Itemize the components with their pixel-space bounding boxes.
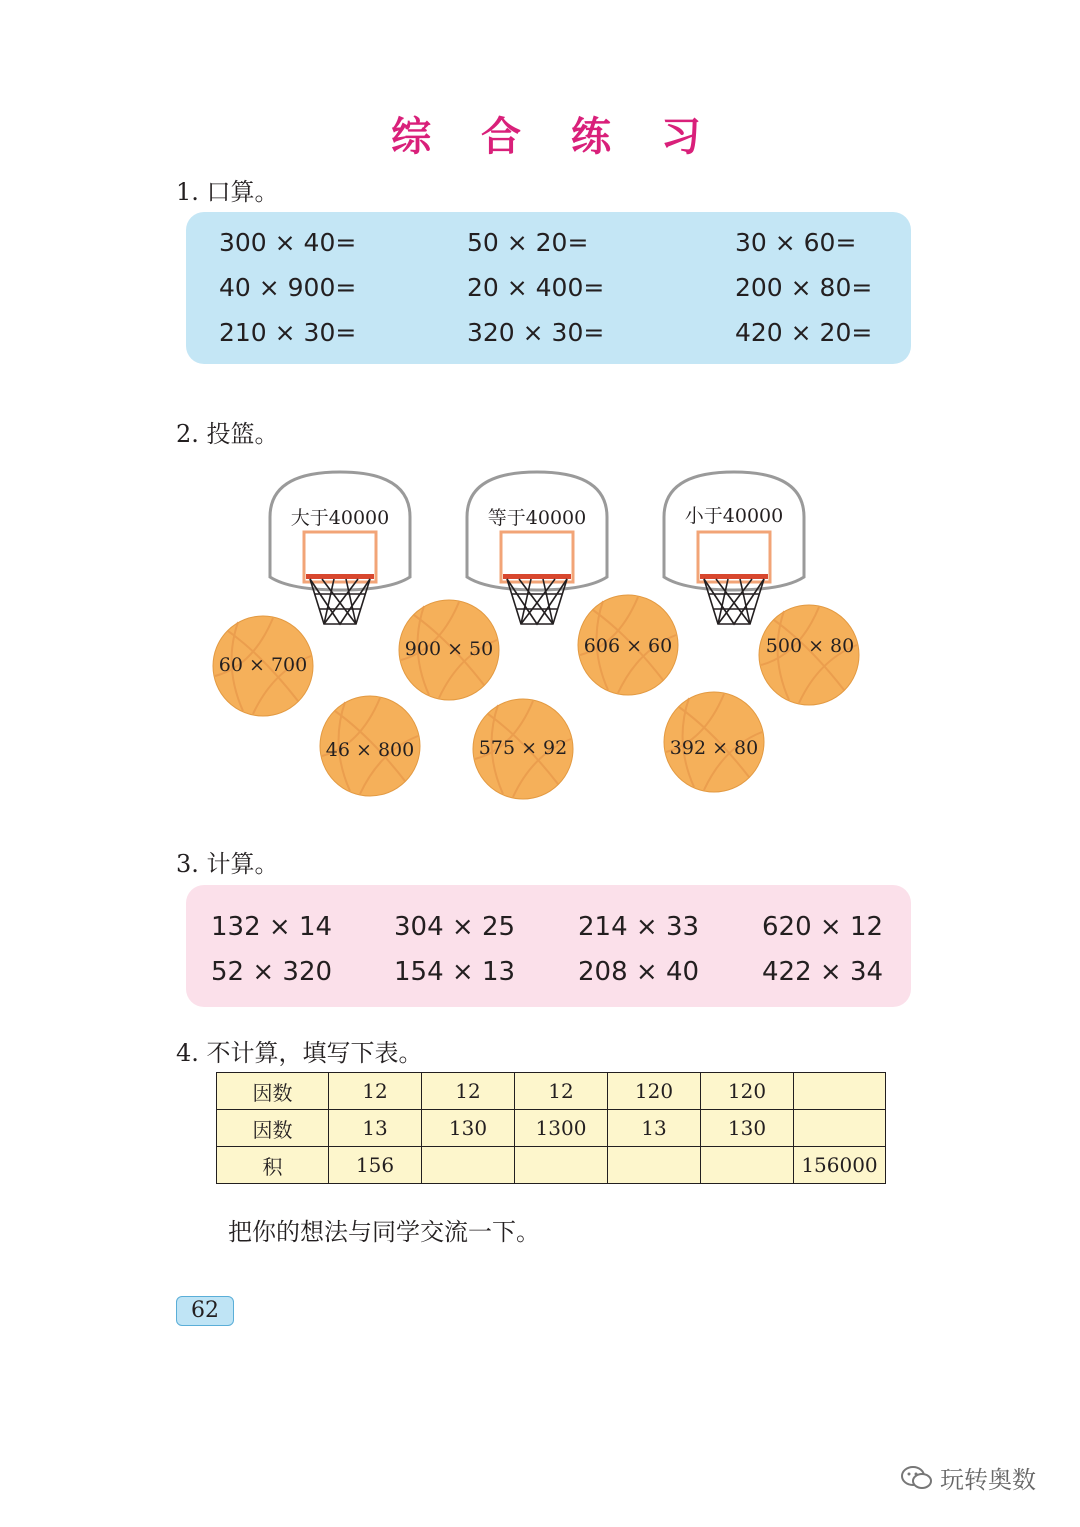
watermark: [900, 1460, 1036, 1495]
q3-item: 154 × 13: [394, 957, 516, 987]
table-cell-blank[interactable]: [515, 1147, 608, 1184]
q3-item: 422 × 34: [762, 957, 884, 987]
q3-heading: 3. 计算。: [176, 850, 279, 878]
q1-heading: 1. 口算。: [176, 178, 279, 206]
ball-label: 46 × 800: [325, 739, 415, 761]
table-cell-blank[interactable]: [422, 1147, 515, 1184]
table-cell: 130: [422, 1110, 515, 1147]
ball-label: 575 × 92: [478, 737, 568, 759]
q3-item: 620 × 12: [762, 912, 884, 942]
table-cell: 13: [329, 1110, 422, 1147]
q3-item: 208 × 40: [578, 957, 700, 987]
q1-item: 210 × 30=: [219, 318, 357, 347]
hoop-equal: [467, 472, 607, 624]
hoop-label: 小于40000: [684, 505, 784, 527]
hoop-less: [664, 472, 804, 624]
q1-item: 420 × 20=: [735, 318, 873, 347]
table-cell-blank[interactable]: [608, 1147, 701, 1184]
ball-label: 500 × 80: [765, 635, 855, 657]
table-cell: 因数: [217, 1073, 329, 1110]
q3-item: 52 × 320: [211, 957, 333, 987]
table-row: [217, 1110, 886, 1147]
table-cell: 积: [217, 1147, 329, 1184]
q3-box: [186, 885, 911, 1007]
discussion-note: 把你的想法与同学交流一下。: [228, 1218, 540, 1246]
table-cell: 130: [701, 1110, 794, 1147]
table-cell: 因数: [217, 1110, 329, 1147]
watermark-text: 玩转奥数: [940, 1466, 1036, 1494]
ball-label: 900 × 50: [404, 638, 494, 660]
table-cell-blank[interactable]: [794, 1110, 886, 1147]
q1-item: 50 × 20=: [467, 228, 589, 257]
q1-item: 300 × 40=: [219, 228, 357, 257]
table-cell: 156000: [794, 1147, 886, 1184]
ball-label: 392 × 80: [669, 737, 759, 759]
table-cell: 156: [329, 1147, 422, 1184]
q4-heading: 4. 不计算，填写下表。: [176, 1039, 423, 1067]
wechat-icon: [900, 1465, 934, 1491]
table-row: [217, 1147, 886, 1184]
ball-label: 60 × 700: [218, 654, 308, 676]
table-cell: 12: [329, 1073, 422, 1110]
q3-item: 214 × 33: [578, 912, 700, 942]
hoop-greater: [270, 472, 410, 624]
q3-item: 304 × 25: [394, 912, 516, 942]
factors-table: [216, 1072, 886, 1184]
page-number: 62: [176, 1296, 234, 1326]
table-cell-blank[interactable]: [794, 1073, 886, 1110]
hoop-label: 等于40000: [487, 507, 587, 529]
q2-heading: 2. 投篮。: [176, 420, 279, 448]
table-cell: 12: [515, 1073, 608, 1110]
q1-item: 320 × 30=: [467, 318, 605, 347]
table-cell: 120: [701, 1073, 794, 1110]
q1-item: 200 × 80=: [735, 273, 873, 302]
page-title: 综 合 练 习: [391, 114, 719, 160]
table-cell: 13: [608, 1110, 701, 1147]
ball-label: 606 × 60: [583, 635, 673, 657]
table-cell: 1300: [515, 1110, 608, 1147]
q1-item: 40 × 900=: [219, 273, 357, 302]
q1-item: 30 × 60=: [735, 228, 857, 257]
hoop-label: 大于40000: [290, 507, 390, 529]
table-cell-blank[interactable]: [701, 1147, 794, 1184]
table-cell: 120: [608, 1073, 701, 1110]
table-row: [217, 1073, 886, 1110]
q3-item: 132 × 14: [211, 912, 333, 942]
table-cell: 12: [422, 1073, 515, 1110]
q1-item: 20 × 400=: [467, 273, 605, 302]
